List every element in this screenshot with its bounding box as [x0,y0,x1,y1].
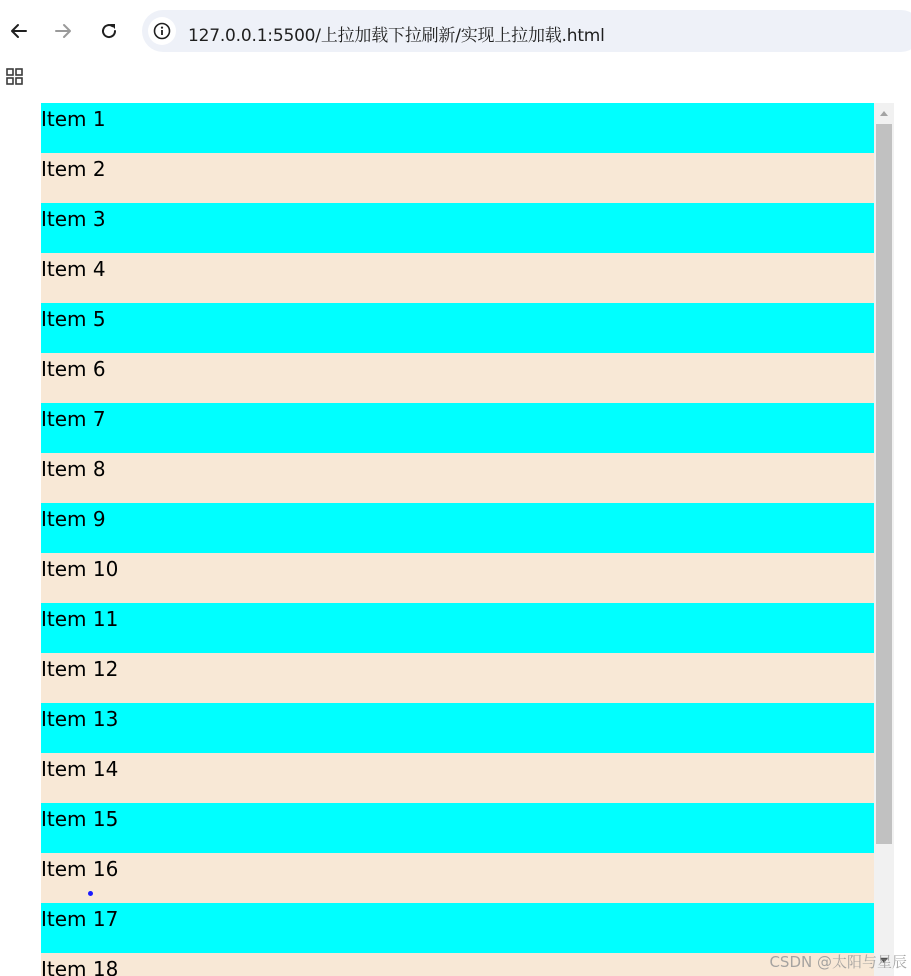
scrollbar-thumb[interactable] [876,124,892,844]
back-button[interactable] [2,14,36,48]
list-item: Item 14 [41,753,874,803]
scrollbar[interactable] [874,103,894,976]
forward-button[interactable] [46,14,80,48]
info-icon [153,22,171,40]
address-bar[interactable] [142,10,911,52]
arrow-right-icon [53,21,73,41]
list-item: Item 13 [41,703,874,753]
list-item: Item 18 [41,953,874,976]
grid-apps-icon[interactable] [6,68,24,86]
reload-button[interactable] [92,14,126,48]
list-item: Item 5 [41,303,874,353]
watermark: CSDN @太阳与星辰 [769,953,907,971]
list-item: Item 8 [41,453,874,503]
reload-icon [99,21,119,41]
site-info-button[interactable] [148,17,176,45]
list-item: Item 3 [41,203,874,253]
list-item: Item 2 [41,153,874,203]
triangle-up-icon [879,109,889,117]
list-item: Item 16 [41,853,874,903]
arrow-left-icon [9,21,29,41]
list-item: Item 9 [41,503,874,553]
browser-toolbar [0,0,911,60]
list-item: Item 6 [41,353,874,403]
list-item: Item 11 [41,603,874,653]
list-item: Item 1 [41,103,874,153]
url-text[interactable]: 127.0.0.1:5500/上拉加载下拉刷新/实现上拉加载.html [188,26,605,46]
list-item: Item 7 [41,403,874,453]
item-list[interactable] [41,103,874,976]
scroll-up-button[interactable] [874,103,894,123]
list-item: Item 15 [41,803,874,853]
list-item: Item 17 [41,903,874,953]
list-item: Item 12 [41,653,874,703]
list-item: Item 10 [41,553,874,603]
list-item: Item 4 [41,253,874,303]
cursor-dot [88,891,93,896]
